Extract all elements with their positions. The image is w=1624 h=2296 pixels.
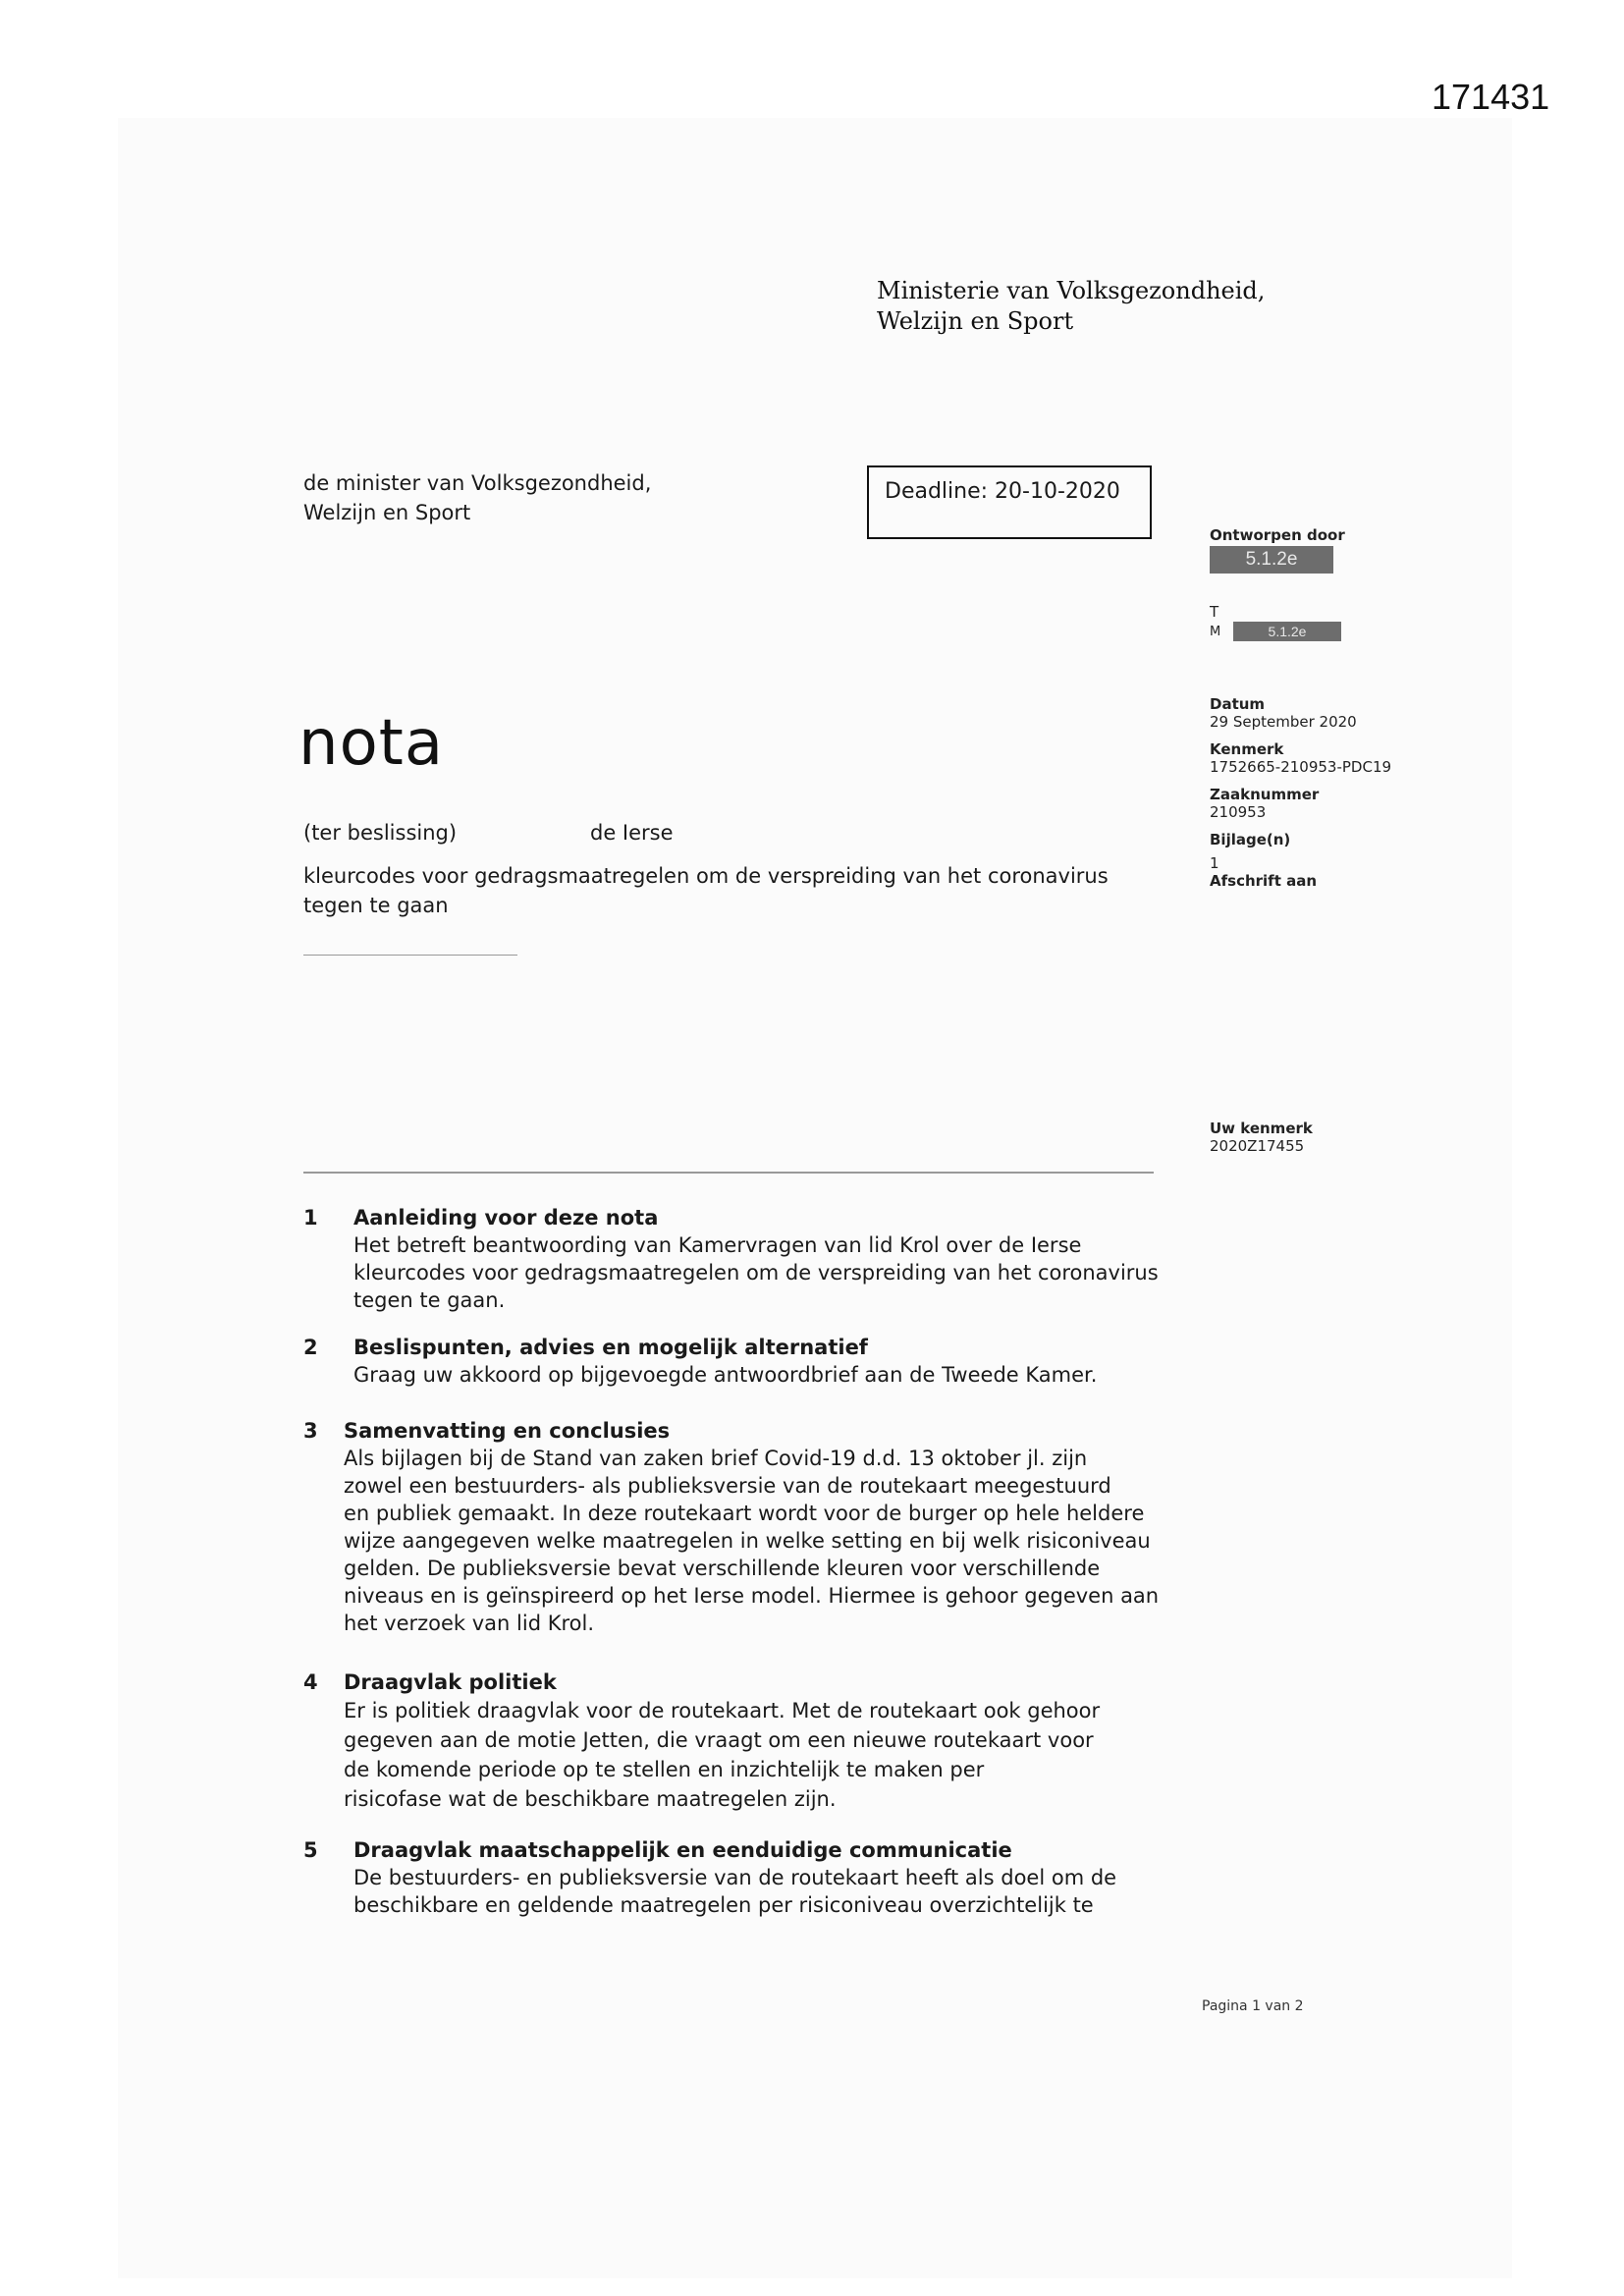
redaction-mobile: 5.1.2e xyxy=(1233,622,1341,641)
section-body: Het betreft beantwoording van Kamervragen van lid Krol over de Ierse kleurcodes voor gedragsmaatregelen om de verspreiding van het coronavirus tegen te gaan. xyxy=(353,1233,1159,1312)
section-number: 5 xyxy=(303,1838,318,1862)
note-type-line xyxy=(303,821,674,845)
attachments-value: 1 xyxy=(1210,854,1219,872)
section-number: 4 xyxy=(303,1670,318,1694)
section-heading: Draagvlak politiek xyxy=(344,1670,557,1694)
note-type: (ter beslissing) xyxy=(303,821,458,845)
phone-label: T xyxy=(1210,603,1219,621)
section-1 xyxy=(303,1204,1187,1314)
your-reference-label: Uw kenmerk xyxy=(1210,1120,1313,1137)
divider-short xyxy=(303,955,517,956)
date-value: 29 September 2020 xyxy=(1210,713,1357,731)
section-heading: Samenvatting en conclusies xyxy=(344,1419,671,1443)
reference-value: 1752665-210953-PDC19 xyxy=(1210,758,1392,776)
letterhead-line-1: Ministerie van Volksgezondheid, xyxy=(877,277,1266,304)
section-number: 1 xyxy=(303,1206,318,1230)
section-heading: Draagvlak maatschappelijk en eenduidige communicatie xyxy=(353,1838,1012,1862)
section-number: 2 xyxy=(303,1336,318,1359)
reference-label: Kenmerk xyxy=(1210,740,1284,758)
recipient-line-2: Welzijn en Sport xyxy=(303,501,471,524)
recipient-block xyxy=(303,468,651,527)
case-number-value: 210953 xyxy=(1210,803,1267,821)
letterhead-line-2: Welzijn en Sport xyxy=(877,307,1074,335)
page-number: Pagina 1 van 2 xyxy=(1202,1998,1304,2014)
subject-text: kleurcodes voor gedragsmaatregelen om de verspreiding van het coronavirus tegen te gaan xyxy=(303,864,1109,917)
subject-start: de Ierse xyxy=(590,821,674,845)
section-body: Er is politiek draagvlak voor de routekaart. Met de routekaart ook gehoor gegeven aan de motie Jetten, die vraagt om een nieuwe routekaart voor de komende periode op te stellen en inzichtelijk te maken per risicofase wat de beschikbare maatregelen zijn. xyxy=(344,1699,1101,1811)
your-reference-value: 2020Z17455 xyxy=(1210,1137,1305,1155)
copy-to-label: Afschrift aan xyxy=(1210,872,1318,890)
deadline-box xyxy=(867,465,1152,539)
designed-by-label: Ontworpen door xyxy=(1210,526,1345,544)
section-number: 3 xyxy=(303,1419,318,1443)
designed-by-block xyxy=(1210,526,1465,544)
section-5 xyxy=(303,1836,1187,1919)
document-number: 171431 xyxy=(1432,77,1550,117)
ministry-letterhead xyxy=(877,276,1265,337)
your-reference-block xyxy=(1210,1120,1465,1165)
recipient-line-1: de minister van Volksgezondheid, xyxy=(303,471,652,495)
attachments-label: Bijlage(n) xyxy=(1210,831,1291,848)
section-body: Graag uw akkoord op bijgevoegde antwoordbrief aan de Tweede Kamer. xyxy=(353,1363,1098,1387)
document-title: nota xyxy=(298,707,445,780)
section-heading: Beslispunten, advies en mogelijk alternatief xyxy=(353,1336,868,1359)
divider-long xyxy=(303,1172,1154,1174)
date-label: Datum xyxy=(1210,695,1266,713)
section-4 xyxy=(303,1668,1187,1814)
case-number-label: Zaaknummer xyxy=(1210,786,1320,803)
deadline-text: Deadline: 20-10-2020 xyxy=(885,479,1120,504)
document-page xyxy=(118,118,1512,2278)
section-body: Als bijlagen bij de Stand van zaken brief Covid-19 d.d. 13 oktober jl. zijn zowel een bestuurders- als publieksversie van de routekaart meegestuurd en publiek gemaakt. In deze routekaart wordt voor de burger op hele heldere wijze aangegeven welke maatregelen in welke setting en bij welk risiconiveau gelden. De publieksversie bevat verschillende kleuren voor verschillende niveaus en is geïnspireerd op het Ierse model. Hiermee is gehoor gegeven aan het verzoek van lid Krol. xyxy=(344,1447,1160,1635)
section-3 xyxy=(303,1417,1187,1637)
section-2 xyxy=(303,1334,1187,1389)
metadata-block xyxy=(1210,695,1465,890)
section-heading: Aanleiding voor deze nota xyxy=(353,1206,659,1230)
section-body: De bestuurders- en publieksversie van de routekaart heeft als doel om de beschikbare en geldende maatregelen per risiconiveau overzichtelijk te xyxy=(353,1866,1117,1917)
redaction-designed-by: 5.1.2e xyxy=(1210,546,1333,574)
mobile-label: M xyxy=(1210,625,1221,639)
